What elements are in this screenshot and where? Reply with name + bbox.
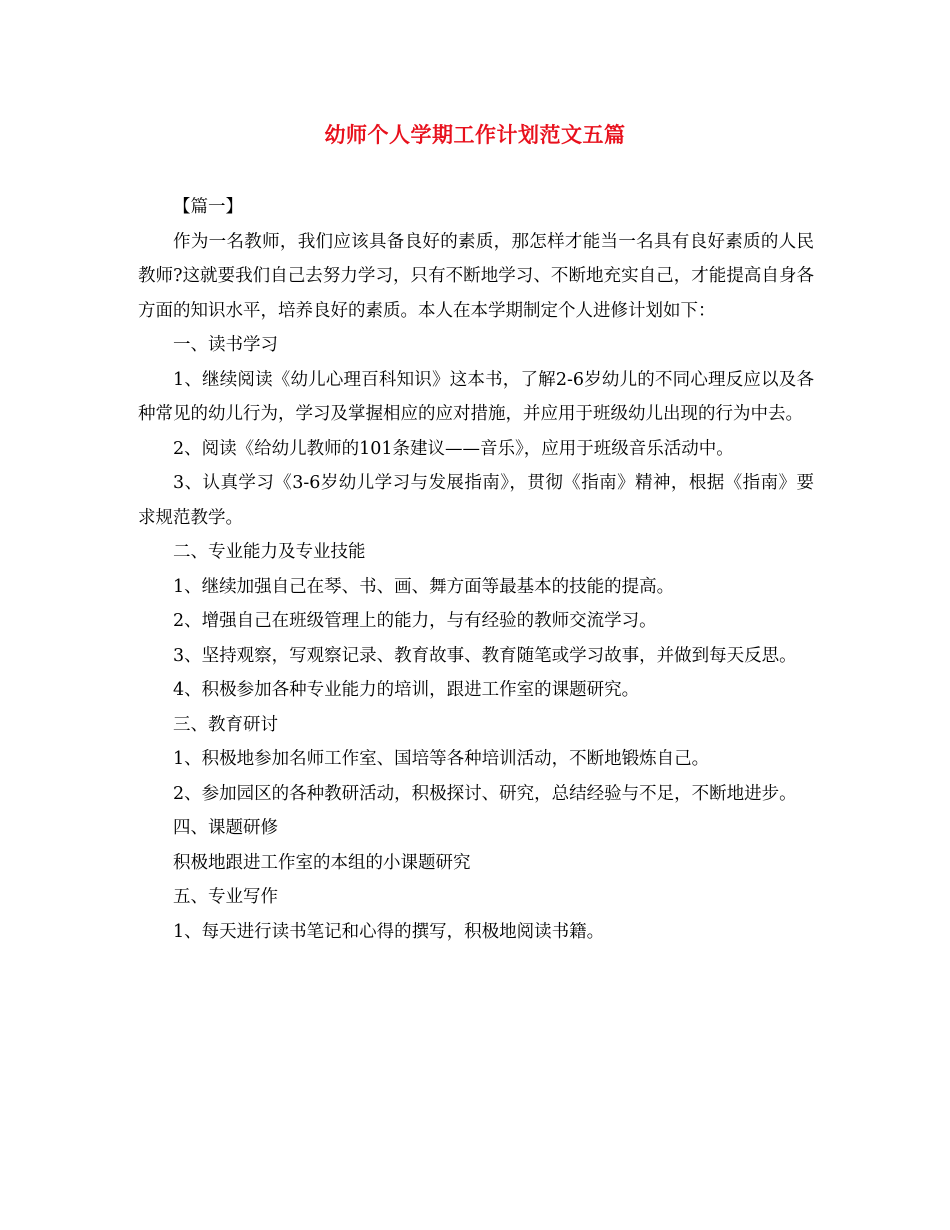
intro-paragraph: 作为一名教师，我们应该具备良好的素质，那怎样才能当一名具有良好素质的人民教师?这就要我们自己去努力学习，只有不断地学习、不断地充实自己，才能提高自身各方面的知识水平，培养良好的素质。本人在本学期制定个人进修计划如下： [138, 231, 814, 321]
research-item-1: 1、积极地参加名师工作室、国培等各种培训活动，不断地锻炼自己。 [173, 749, 710, 769]
section-heading-research: 三、教育研讨 [173, 714, 278, 735]
section-heading-writing: 五、专业写作 [173, 887, 278, 907]
document-body [138, 190, 814, 949]
writing-item-1: 1、每天进行读书笔记和心得的撰写，积极地阅读书籍。 [173, 921, 605, 942]
research-item-2: 2、参加园区的各种教研活动，积极探讨、研究，总结经验与不足，不断地进步。 [173, 783, 797, 804]
skills-item-3: 3、坚持观察，写观察记录、教育故事、教育随笔或学习故事，并做到每天反思。 [173, 645, 797, 666]
reading-item-1: 1、继续阅读《幼儿心理百科知识》这本书，了解2-6岁幼儿的不同心理反应以及各种常见的幼儿行为，学习及掌握相应的应对措施，并应用于班级幼儿出现的行为中去。 [138, 369, 814, 424]
reading-item-2: 2、阅读《给幼儿教师的101条建议——音乐》，应用于班级音乐活动中。 [173, 438, 734, 459]
reading-item-3: 3、认真学习《3-6岁幼儿学习与发展指南》，贯彻《指南》精神，根据《指南》要求规范教学。 [138, 473, 814, 528]
skills-item-1: 1、继续加强自己在琴、书、画、舞方面等最基本的技能的提高。 [173, 576, 675, 597]
part-label: 【篇一】 [173, 197, 243, 217]
topic-item: 积极地跟进工作室的本组的小课题研究 [173, 852, 471, 873]
skills-item-4: 4、积极参加各种专业能力的培训，跟进工作室的课题研究。 [173, 680, 640, 700]
document-title: 幼师个人学期工作计划范文五篇 [324, 123, 626, 147]
section-heading-skills: 二、专业能力及专业技能 [173, 542, 366, 562]
section-heading-reading: 一、读书学习 [173, 335, 278, 355]
skills-item-2: 2、增强自己在班级管理上的能力，与有经验的教师交流学习。 [173, 611, 657, 631]
section-heading-topic: 四、课题研修 [173, 818, 278, 838]
